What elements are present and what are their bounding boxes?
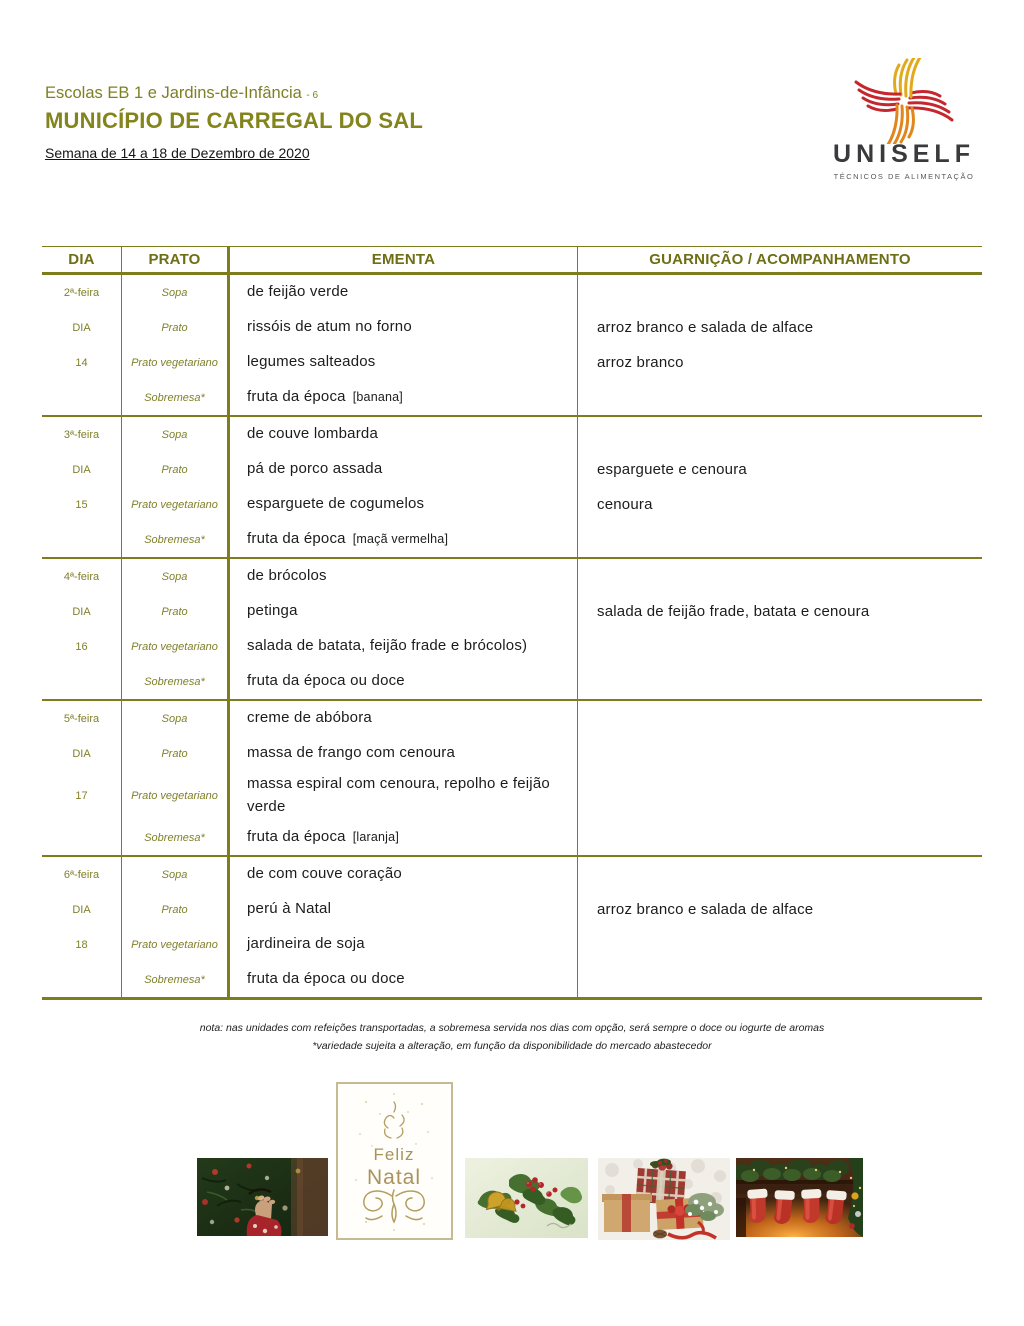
hanging-stockings-photo	[736, 1158, 863, 1237]
guarnicao-cell	[578, 452, 982, 487]
guarnicao-cell	[578, 857, 982, 892]
guarnicao-cell-label: salada de feijão frade, batata e cenoura	[597, 603, 870, 620]
uniself-logo	[818, 58, 990, 181]
guarnicao-cell	[578, 771, 982, 820]
ementa-cell-label: jardineira de soja	[247, 935, 365, 953]
dia-label-cell-label: DIA	[72, 903, 91, 916]
dia-label-cell-label: DIA	[72, 605, 91, 618]
prato-cell	[122, 522, 230, 557]
prato-cell-label: Prato	[161, 321, 188, 334]
weekday-cell	[42, 857, 122, 892]
guarnicao-cell-label: cenoura	[597, 496, 653, 513]
day-number-cell	[42, 629, 122, 664]
dia-empty-cell	[42, 962, 122, 997]
day-block-18	[42, 855, 982, 997]
weekday-cell	[42, 275, 122, 310]
tree-decorating-art	[197, 1158, 328, 1236]
col-header-guarnicao: GUARNIÇÃO / ACOMPANHAMENTO	[649, 251, 911, 268]
guarnicao-cell	[578, 701, 982, 736]
guarnicao-cell-label: esparguete e cenoura	[597, 461, 747, 478]
ementa-note: [banana]	[352, 390, 403, 405]
ementa-cell	[230, 927, 578, 962]
prato-cell	[122, 736, 230, 771]
ementa-cell	[230, 487, 578, 522]
prato-cell	[122, 310, 230, 345]
prato-cell-label: Sopa	[161, 868, 188, 881]
ementa-cell	[230, 275, 578, 310]
prato-cell-label: Sopa	[161, 428, 188, 441]
ementa-cell	[230, 629, 578, 664]
weekday-cell-label: 3ª-feira	[63, 428, 100, 441]
guarnicao-cell	[578, 487, 982, 522]
day-block-15	[42, 415, 982, 557]
ementa-cell-label: massa de frango com cenoura	[247, 744, 456, 762]
table-body	[42, 275, 982, 1000]
ementa-cell	[230, 962, 578, 997]
christmas-tree-decorating-photo	[197, 1158, 328, 1236]
ementa-cell-label: esparguete de cogumelos	[247, 495, 425, 513]
prato-cell	[122, 487, 230, 522]
prato-cell-label: Sopa	[161, 286, 188, 299]
guarnicao-cell	[578, 275, 982, 310]
ementa-cell	[230, 310, 578, 345]
dia-label-cell-label: DIA	[72, 463, 91, 476]
dia-label-cell-label: DIA	[72, 747, 91, 760]
dia-empty-cell	[42, 820, 122, 855]
ementa-cell	[230, 380, 578, 415]
logo-tagline: TÉCNICOS DE ALIMENTAÇÃO	[833, 172, 975, 181]
guarnicao-cell-label: arroz branco	[597, 354, 684, 371]
prato-cell	[122, 275, 230, 310]
weekday-cell	[42, 417, 122, 452]
day-block-17	[42, 699, 982, 855]
weekday-cell-label: 6ª-feira	[63, 868, 100, 881]
prato-cell	[122, 594, 230, 629]
day-number-cell-label: 16	[75, 640, 88, 653]
ementa-cell-label: perú à Natal	[247, 900, 332, 918]
day-number-cell-label: 15	[75, 498, 88, 511]
prato-cell-label: Sobremesa*	[144, 533, 205, 546]
ementa-cell	[230, 345, 578, 380]
dia-empty-cell	[42, 664, 122, 699]
guarnicao-cell-label: arroz branco e salada de alface	[597, 901, 814, 918]
ementa-cell-label: creme de abóbora	[247, 709, 372, 727]
ementa-cell	[230, 892, 578, 927]
prato-cell-label: Prato	[161, 463, 188, 476]
ementa-cell	[230, 594, 578, 629]
prato-cell-label: Prato	[161, 747, 188, 760]
ementa-cell	[230, 736, 578, 771]
dia-empty-cell	[42, 380, 122, 415]
ementa-cell	[230, 664, 578, 699]
prato-cell	[122, 892, 230, 927]
prato-cell	[122, 962, 230, 997]
ementa-cell-label: legumes salteados	[247, 353, 376, 371]
card-line2: Natal	[366, 1166, 422, 1189]
day-block-16	[42, 557, 982, 699]
ementa-note: [maçã vermelha]	[352, 532, 449, 547]
menu-table	[42, 246, 982, 1000]
dia-label-cell	[42, 452, 122, 487]
day-number-cell	[42, 771, 122, 820]
footnotes	[0, 1019, 1024, 1056]
footnote-transport: nota: nas unidades com refeições transportadas, a sobremesa servida nos dias com opção, será sempre o doce ou iogurte de aromas	[199, 1022, 825, 1034]
holly-bells-art	[465, 1158, 588, 1238]
guarnicao-cell	[578, 380, 982, 415]
ementa-cell-label: fruta da época ou doce	[247, 970, 405, 988]
guarnicao-cell	[578, 892, 982, 927]
holly-and-bells-photo	[465, 1158, 588, 1238]
ementa-cell-label: de com couve coração	[247, 865, 402, 883]
school-line-suffix: - 6	[306, 90, 319, 101]
dia-label-cell	[42, 594, 122, 629]
ementa-cell-label: salada de batata, feijão frade e brócolos)	[247, 637, 528, 655]
dia-label-cell	[42, 310, 122, 345]
col-header-prato: PRATO	[122, 247, 230, 272]
pinwheel-logo-icon	[844, 58, 964, 144]
ementa-cell-label: de feijão verde	[247, 283, 349, 301]
prato-cell	[122, 701, 230, 736]
card-line1: Feliz	[373, 1145, 415, 1164]
ementa-cell	[230, 522, 578, 557]
dia-label-cell	[42, 892, 122, 927]
ementa-cell	[230, 820, 578, 855]
guarnicao-cell-label: arroz branco e salada de alface	[597, 319, 814, 336]
ementa-cell	[230, 452, 578, 487]
day-block-14	[42, 275, 982, 415]
day-number-cell-label: 17	[75, 789, 88, 802]
prato-cell	[122, 771, 230, 820]
prato-cell-label: Prato	[161, 605, 188, 618]
weekday-cell-label: 5ª-feira	[63, 712, 100, 725]
christmas-gifts-photo	[598, 1158, 730, 1240]
prato-cell	[122, 345, 230, 380]
prato-cell-label: Sobremesa*	[144, 831, 205, 844]
guarnicao-cell	[578, 962, 982, 997]
day-number-cell-label: 18	[75, 938, 88, 951]
weekday-cell	[42, 559, 122, 594]
school-line	[45, 84, 423, 103]
prato-cell-label: Prato vegetariano	[131, 789, 218, 802]
col-header-ementa: EMENTA	[230, 247, 578, 272]
prato-cell	[122, 820, 230, 855]
prato-cell	[122, 380, 230, 415]
ementa-cell-label: de brócolos	[247, 567, 327, 585]
prato-cell-label: Prato	[161, 903, 188, 916]
prato-cell	[122, 629, 230, 664]
prato-cell-label: Sobremesa*	[144, 973, 205, 986]
prato-cell-label: Prato vegetariano	[131, 498, 218, 511]
ementa-cell	[230, 417, 578, 452]
week-range: Semana de 14 a 18 de Dezembro de 2020	[45, 145, 310, 161]
prato-cell	[122, 664, 230, 699]
dia-label-cell-label: DIA	[72, 321, 91, 334]
ementa-cell-label: fruta da época ou doce	[247, 672, 405, 690]
feliz-natal-card	[336, 1082, 453, 1240]
guarnicao-cell	[578, 522, 982, 557]
prato-cell-label: Prato vegetariano	[131, 640, 218, 653]
guarnicao-cell	[578, 736, 982, 771]
weekday-cell-label: 4ª-feira	[63, 570, 100, 583]
day-number-cell	[42, 927, 122, 962]
prato-cell-label: Sopa	[161, 570, 188, 583]
ementa-cell	[230, 771, 578, 820]
ementa-cell-label: petinga	[247, 602, 298, 620]
guarnicao-cell	[578, 820, 982, 855]
guarnicao-cell	[578, 310, 982, 345]
ementa-cell-label: pá de porco assada	[247, 460, 383, 478]
prato-cell	[122, 927, 230, 962]
prato-cell-label: Prato vegetariano	[131, 356, 218, 369]
day-number-cell	[42, 345, 122, 380]
guarnicao-cell	[578, 345, 982, 380]
ementa-note: [laranja]	[352, 830, 399, 845]
day-number-cell	[42, 487, 122, 522]
ementa-cell-label: fruta da época	[247, 530, 346, 548]
ementa-cell-label: de couve lombarda	[247, 425, 378, 443]
feliz-natal-card-art	[336, 1082, 453, 1240]
logo-wordmark: UNISELF	[833, 140, 975, 168]
guarnicao-cell	[578, 594, 982, 629]
guarnicao-cell	[578, 559, 982, 594]
day-number-cell-label: 14	[75, 356, 88, 369]
prato-cell	[122, 559, 230, 594]
school-line-text: Escolas EB 1 e Jardins-de-Infância	[45, 84, 302, 102]
prato-cell	[122, 452, 230, 487]
ementa-cell-label: fruta da época	[247, 388, 346, 406]
guarnicao-cell	[578, 927, 982, 962]
guarnicao-cell	[578, 664, 982, 699]
dia-label-cell	[42, 736, 122, 771]
ementa-cell-label: rissóis de atum no forno	[247, 318, 412, 336]
dia-empty-cell	[42, 522, 122, 557]
page-title: MUNICÍPIO DE CARREGAL DO SAL	[45, 108, 423, 133]
prato-cell	[122, 417, 230, 452]
ementa-cell	[230, 857, 578, 892]
col-header-dia: DIA	[42, 247, 122, 272]
guarnicao-cell	[578, 629, 982, 664]
prato-cell-label: Sopa	[161, 712, 188, 725]
footnote-variety: *variedade sujeita a alteração, em função da disponibilidade do mercado abastecedor	[312, 1040, 712, 1053]
gifts-art	[598, 1158, 730, 1240]
prato-cell-label: Sobremesa*	[144, 391, 205, 404]
ementa-cell	[230, 701, 578, 736]
weekday-cell-label: 2ª-feira	[63, 286, 100, 299]
prato-cell-label: Prato vegetariano	[131, 938, 218, 951]
prato-cell-label: Sobremesa*	[144, 675, 205, 688]
ementa-cell	[230, 559, 578, 594]
stockings-art	[736, 1158, 863, 1237]
prato-cell	[122, 857, 230, 892]
document-header	[45, 84, 423, 161]
table-header-row	[42, 246, 982, 275]
ementa-cell-label: massa espiral com cenoura, repolho e feijão verde	[247, 775, 550, 815]
weekday-cell	[42, 701, 122, 736]
ementa-cell-label: fruta da época	[247, 828, 346, 846]
guarnicao-cell	[578, 417, 982, 452]
